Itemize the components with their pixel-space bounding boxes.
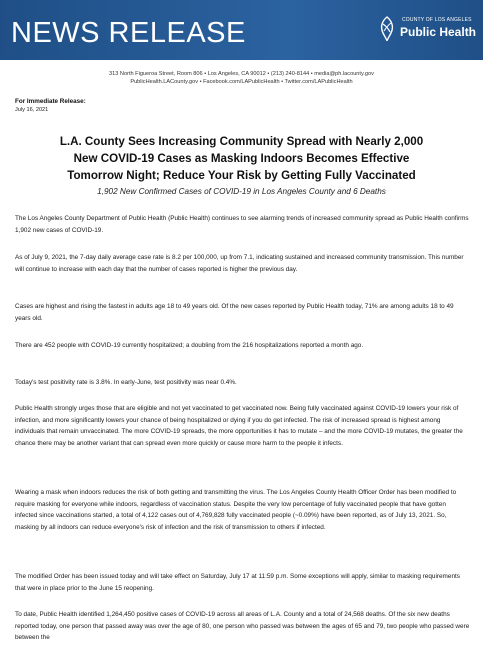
public-health-logo (378, 14, 477, 48)
headline-line-1: L.A. County Sees Increasing Community Spread with Nearly 2,000 (59, 135, 424, 148)
paragraph-age-groups: Cases are highest and rising the fastest in adults age 18 to 49 years old. Of the new cases reported by Public Health today, 71% are among adults 18 to 49 years old. (15, 303, 454, 322)
contact-address-line: 313 North Figueroa Street, Room 806 • Los Angeles, CA 90012 • (213) 240-8144 • media@ph.lacounty.gov (109, 71, 374, 77)
subheadline: 1,902 New Confirmed Cases of COVID-19 in Los Angeles County and 6 Deaths (97, 187, 386, 196)
paragraph-test-positivity: Today's test positivity rate is 3.8%. In early-June, test positivity was near 0.4%. (15, 379, 237, 386)
headline-line-2: New COVID-19 Cases as Masking Indoors Becomes Effective (73, 152, 410, 165)
paragraph-vaccination: Public Health strongly urges those that are eligible and not yet vaccinated to get vaccinated now. Being fully vaccinated against COVID-19 lowers your risk of infection, and more significantly lowers your chance of being hospitalized or dying if you do get infected. The risk of increased spread is highest among individuals that remain unvaccinated. The more COVID-19 spreads, the more opportunities it has to mutate – and the more COVID-19 mutates, the greater the chance there may be another variant that can spread even more quickly or cause more harm to the people it infects. (15, 405, 463, 447)
contact-links-line: PublicHealth.LACounty.gov • Facebook.com/LAPublicHealth • Twitter.com/LAPublicHealth (130, 79, 353, 85)
news-release-banner (0, 0, 483, 60)
logo-public-health-text: Public Health (400, 25, 477, 39)
logo-county-text: COUNTY OF LOS ANGELES (402, 17, 472, 23)
public-health-emblem-icon (378, 16, 396, 42)
headline-line-3: Tomorrow Night; Reduce Your Risk by Getting Fully Vaccinated (67, 169, 416, 182)
paragraph-intro: The Los Angeles County Department of Public Health (Public Health) continues to see alarming trends of increased community spread as Public Health confirms 1,902 new cases of COVID-19. (15, 215, 469, 234)
release-date: July 16, 2021 (15, 107, 49, 113)
paragraph-masking: Wearing a mask when indoors reduces the risk of both getting and transmitting the virus. The Los Angeles County Health Officer Order has been modified to require masking for everyone while indoors, regardless of vaccination status. Despite the very low percentage of fully vaccinated people that have gotten infected since vaccinations started, a total of 4,122 cases out of 4,769,828 fully vaccinated people (~0.09%) have been reported, as of July 13, 2021. So, masking by all indoors can reduce everyone's risk of infection and the risk of transmission to others if infected. (15, 489, 457, 531)
paragraph-hospitalizations: There are 452 people with COVID-19 currently hospitalized; a doubling from the 216 hospitalizations reported a month ago. (15, 342, 364, 349)
paragraph-modified-order: The modified Order has been issued today and will take effect on Saturday, July 17 at 11:59 p.m. Some exceptions will apply, similar to masking requirements that were in place prior to the June 15 reopening. (15, 573, 460, 592)
banner-title: NEWS RELEASE (11, 17, 246, 49)
paragraph-case-rate: As of July 9, 2021, the 7-day daily average case rate is 8.2 per 100,000, up from 7.1, indicating sustained and increased community transmission. This number will continue to increase with each day that the number of cases reported is higher the previous day. (15, 254, 464, 273)
paragraph-totals: To date, Public Health identified 1,264,450 positive cases of COVID-19 across all areas of L.A. County and a total of 24,568 deaths. Of the six new deaths reported today, one person that passed away was over the age of 80, one person who passed was between the ages of 65 and 79, two people who passed were between the (15, 611, 470, 641)
release-label: For Immediate Release: (15, 98, 86, 105)
